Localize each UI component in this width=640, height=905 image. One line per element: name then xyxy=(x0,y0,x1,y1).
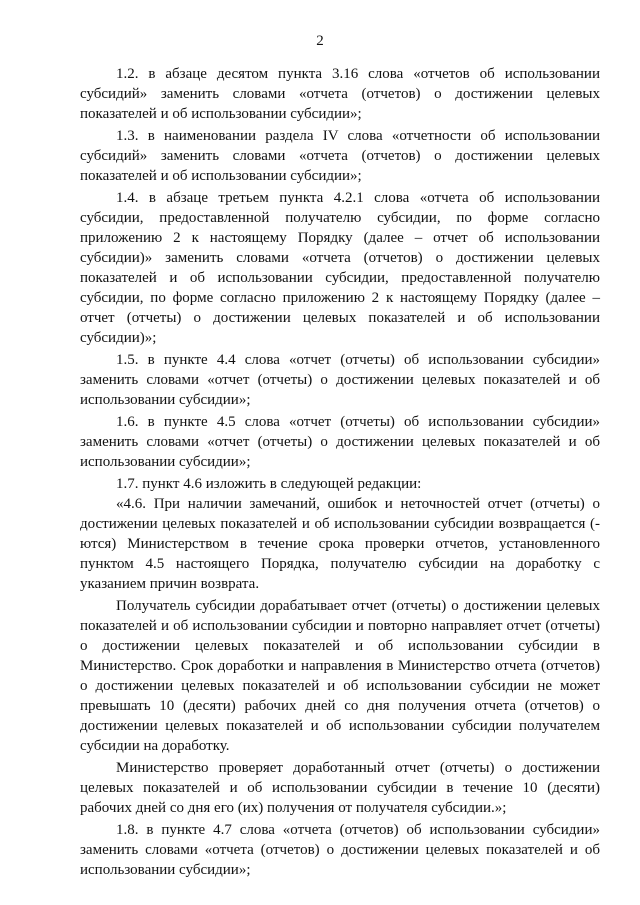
paragraph-1-4: 1.4. в абзаце третьем пункта 4.2.1 слова «отчета об использовании субсидии, предоставленной получателю субсидии, по форме согласно приложению 2 к настоящему Порядку (далее – отчет об использовании субсидии)» заменить словами «отчета (отчетов) о достижении целевых показателей и об использовании субсидии, предоставленной получателю субсидии, по форме согласно приложению 2 к настоящему Порядку (далее – отчет (отчеты) о достижении целевых показателей и об использовании субсидии)»; xyxy=(80,190,600,346)
paragraph-1-3: 1.3. в наименовании раздела IV слова «отчетности об использовании субсидий» заменить словами «отчета (отчетов) о достижении целевых показателей и об использовании субсидии»; xyxy=(80,128,600,184)
paragraph-ministry-check: Министерство проверяет доработанный отчет (отчеты) о достижении целевых показателей и об использовании субсидии в течение 10 (десяти) рабочих дней со дня его (их) получения от получателя субсидии.»; xyxy=(80,760,600,816)
paragraph-1-6: 1.6. в пункте 4.5 слова «отчет (отчеты) об использовании субсидии» заменить словами «отчет (отчеты) о достижении целевых показателей и об использовании субсидии»; xyxy=(80,414,600,470)
page-number: 2 xyxy=(316,33,324,49)
paragraph-1-5: 1.5. в пункте 4.4 слова «отчет (отчеты) об использовании субсидии» заменить словами «отчет (отчеты) о достижении целевых показателей и об использовании субсидии»; xyxy=(80,352,600,408)
paragraph-1-2: 1.2. в абзаце десятом пункта 3.16 слова «отчетов об использовании субсидий» заменить словами «отчета (отчетов) о достижении целевых показателей и об использовании субсидии»; xyxy=(80,66,600,122)
paragraph-4-6-quote: «4.6. При наличии замечаний, ошибок и неточностей отчет (отчеты) о достижении целевых показателей и об использовании субсидии возвращается (-ются) Министерством в течение срока проверки отчетов, установленного пунктом 4.5 настоящего Порядка, получателю субсидии на доработку с указанием причин возврата. xyxy=(80,496,600,592)
document-body xyxy=(80,64,600,882)
paragraph-1-7: 1.7. пункт 4.6 изложить в следующей редакции: xyxy=(116,476,422,492)
paragraph-1-8: 1.8. в пункте 4.7 слова «отчета (отчетов) об использовании субсидии» заменить словами «отчета (отчетов) о достижении целевых показателей и об использовании субсидии»; xyxy=(80,822,600,878)
paragraph-recipient-revision: Получатель субсидии дорабатывает отчет (отчеты) о достижении целевых показателей и об использовании субсидии и повторно направляет отчет (отчеты) о достижении целевых показателей и об использовании субсидии в Министерство. Срок доработки и направления в Министерство отчета (отчетов) о достижении целевых показателей и об использовании субсидии не может превышать 10 (десяти) рабочих дней со дня получения отчета (отчетов) о достижении целевых показателей и об использовании субсидии получателем субсидии на доработку. xyxy=(80,598,600,754)
